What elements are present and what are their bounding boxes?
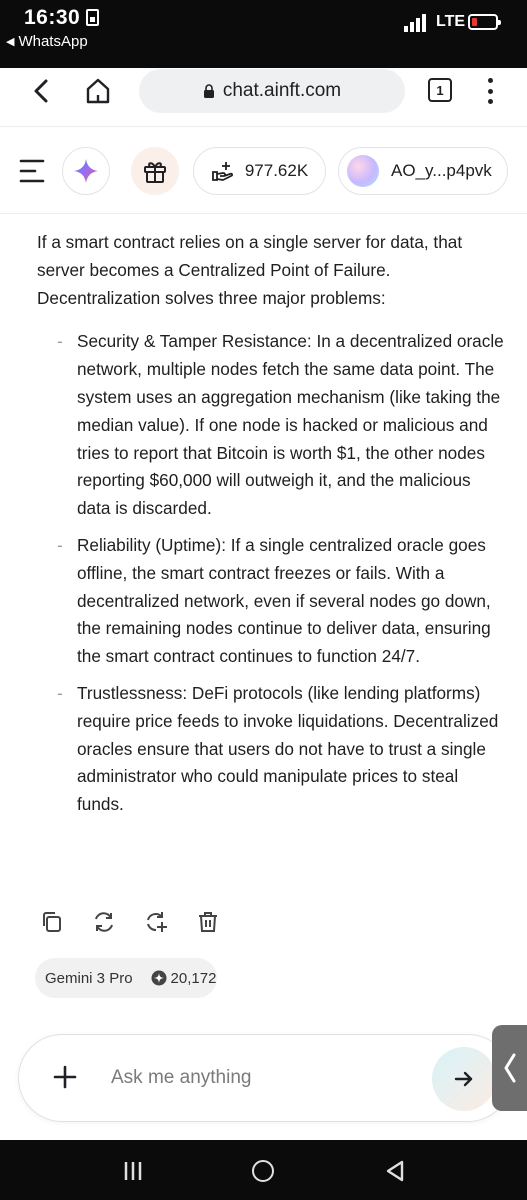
browser-toolbar: [0, 68, 527, 114]
back-app-label: WhatsApp: [18, 33, 88, 50]
bullet-dash: -: [57, 331, 63, 352]
battery-icon: [468, 14, 498, 30]
signal-icon: [404, 14, 430, 32]
model-name: Gemini 3 Pro: [45, 969, 133, 987]
url-text: chat.ainft.com: [222, 80, 342, 101]
bullet-text: Trustlessness: DeFi protocols (like lending platforms) require price feeds to invoke liquidations. Decentralized oracles ensure that users do not have to trust a single administrator who could manipulate prices to steal funds.: [77, 682, 499, 815]
network-type: LTE: [436, 13, 466, 30]
side-panel-handle[interactable]: [492, 1025, 527, 1111]
regenerate-new-icon[interactable]: [144, 910, 168, 934]
balance-button[interactable]: [193, 147, 326, 195]
system-home-icon[interactable]: [252, 1160, 274, 1182]
gemini-sparkle-icon: [73, 158, 99, 184]
copy-icon[interactable]: [40, 910, 64, 934]
menu-icon[interactable]: [18, 157, 46, 185]
credits-value: 20,172: [170, 969, 217, 987]
list-item: [37, 328, 507, 523]
back-triangle-icon: ◀: [6, 36, 15, 48]
list-item: [37, 680, 507, 819]
sim-card-icon: [86, 9, 99, 26]
status-time: 16:30: [24, 6, 81, 29]
message-bullet-list: [37, 328, 507, 819]
bullet-dash: -: [57, 534, 63, 555]
chat-input[interactable]: [111, 1061, 411, 1095]
app-header: [0, 126, 527, 214]
deposit-hand-icon: [211, 160, 235, 182]
list-item: [37, 532, 507, 671]
add-attachment-icon[interactable]: [51, 1063, 79, 1091]
message-intro: If a smart contract relies on a single server for data, that server becomes a Centralized Point of Failure. Decentralization solves three major problems:: [37, 232, 463, 308]
send-button[interactable]: [432, 1047, 496, 1111]
credits-icon: [151, 970, 167, 986]
arrow-right-icon: [453, 1068, 475, 1090]
gift-icon: [142, 158, 168, 184]
model-selector-button[interactable]: [62, 147, 110, 195]
back-to-app-link[interactable]: [6, 33, 88, 50]
model-info-badge: [35, 958, 217, 998]
address-bar[interactable]: [139, 69, 405, 113]
regenerate-icon[interactable]: [92, 910, 116, 934]
home-icon[interactable]: [84, 76, 112, 106]
credits-count: [151, 970, 217, 987]
assistant-message: [37, 229, 507, 828]
recent-apps-icon[interactable]: [122, 1160, 144, 1182]
status-bar: [0, 0, 527, 68]
lock-icon: [203, 84, 215, 98]
system-navigation-bar: [0, 1140, 527, 1200]
tab-switcher-button[interactable]: 1: [428, 78, 452, 102]
bullet-text: Reliability (Uptime): If a single centralized oracle goes offline, the smart contract freezes or fails. With a decentralized network, even if several nodes go down, the remaining nodes continue to deliver data, ensuring the smart contract continues to function 24/7.: [77, 534, 491, 667]
system-back-icon[interactable]: [384, 1160, 406, 1182]
balance-value: 977.62K: [244, 161, 309, 180]
bullet-dash: -: [57, 682, 63, 703]
account-name: AO_y...p4pvk: [391, 161, 492, 180]
browser-menu-icon[interactable]: [484, 76, 496, 106]
avatar: [347, 155, 379, 187]
chat-composer: [18, 1034, 512, 1122]
delete-icon[interactable]: [196, 910, 220, 934]
browser-back-icon[interactable]: [28, 76, 54, 106]
bullet-text: Security & Tamper Resistance: In a decentralized oracle network, multiple nodes fetch the same data point. The system uses an aggregation mechanism (like taking the median value). If one node is hacked or malicious and tries to report that Bitcoin is worth $1, the other nodes reporting $60,000 will outweigh it, and the malicious data is discarded.: [77, 331, 504, 519]
gift-button[interactable]: [131, 147, 179, 195]
message-actions: [40, 910, 220, 934]
account-button[interactable]: [338, 147, 508, 195]
chevron-left-icon: [502, 1052, 518, 1084]
